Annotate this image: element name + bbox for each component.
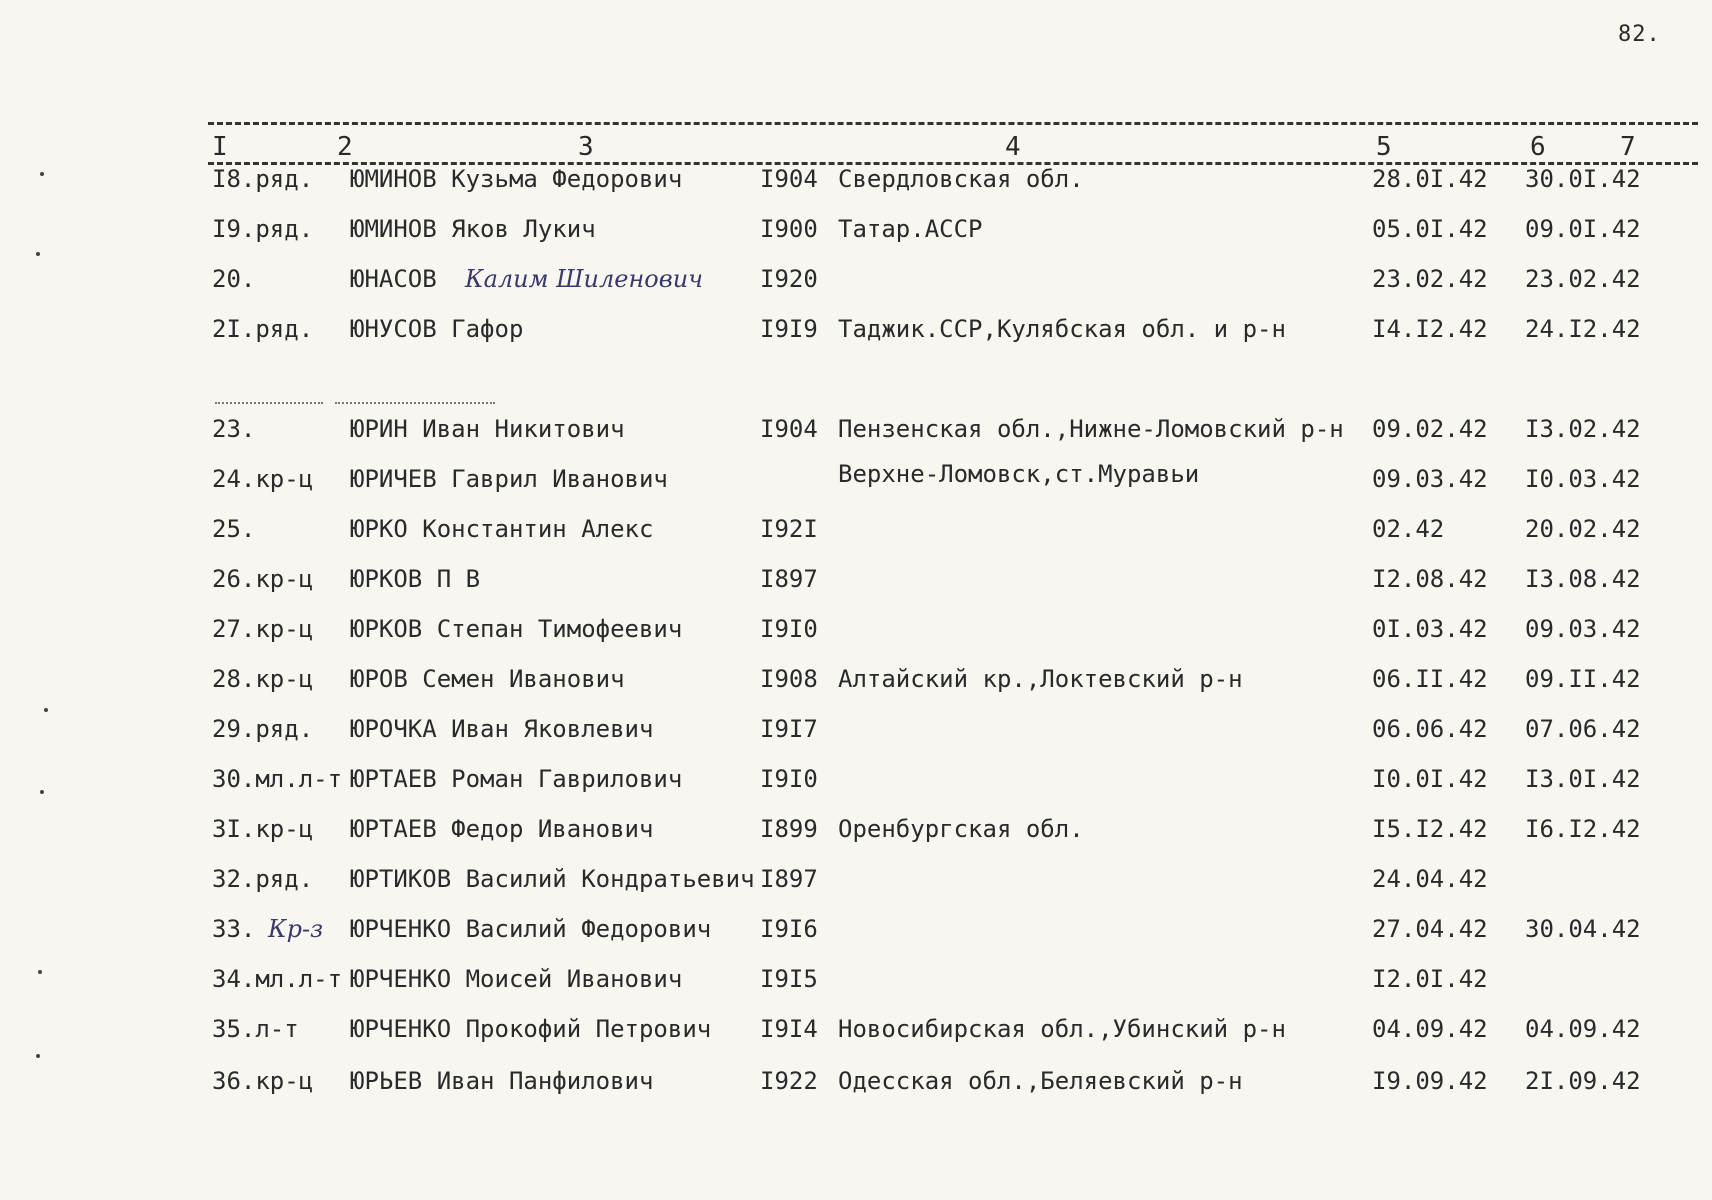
person-name: ЮРЧЕНКО Моисей Иванович bbox=[350, 965, 683, 993]
date-col6: I6.I2.42 bbox=[1525, 815, 1641, 843]
row-number: 26.кр-ц bbox=[212, 565, 314, 593]
table-row bbox=[0, 765, 1712, 799]
date-col5: 09.03.42 bbox=[1372, 465, 1488, 493]
birth-place: Свердловская обл. bbox=[838, 165, 1084, 193]
birth-year: I900 bbox=[760, 215, 818, 243]
birth-year: I897 bbox=[760, 865, 818, 893]
date-col5: 09.02.42 bbox=[1372, 415, 1488, 443]
date-col6: I3.02.42 bbox=[1525, 415, 1641, 443]
date-col6: 09.II.42 bbox=[1525, 665, 1641, 693]
birth-year: I9I0 bbox=[760, 765, 818, 793]
column-header-7: 7 bbox=[1620, 132, 1636, 162]
row-number: 24.кр-ц bbox=[212, 465, 314, 493]
date-col6: I3.08.42 bbox=[1525, 565, 1641, 593]
column-header-5: 5 bbox=[1376, 132, 1392, 162]
speck bbox=[40, 172, 44, 176]
date-col6: 30.0I.42 bbox=[1525, 165, 1641, 193]
row-number: 36.кр-ц bbox=[212, 1067, 314, 1095]
birth-year: I904 bbox=[760, 165, 818, 193]
header-dash-line-top bbox=[208, 122, 1698, 125]
column-header-4: 4 bbox=[1005, 132, 1021, 162]
table-row bbox=[0, 265, 1712, 299]
table-row bbox=[0, 915, 1712, 949]
row-number: 29.ряд. bbox=[212, 715, 314, 743]
person-name: ЮРКОВ Степан Тимофеевич bbox=[350, 615, 683, 643]
birth-year: I9I9 bbox=[760, 315, 818, 343]
date-col6: 2I.09.42 bbox=[1525, 1067, 1641, 1095]
person-name: ЮМИНОВ Кузьма Федорович bbox=[350, 165, 683, 193]
person-name: ЮНУСОВ Гафор bbox=[350, 315, 524, 343]
date-col6: 09.03.42 bbox=[1525, 615, 1641, 643]
table-row bbox=[0, 1015, 1712, 1049]
date-col5: I2.08.42 bbox=[1372, 565, 1488, 593]
birth-year: I920 bbox=[760, 265, 818, 293]
row-number: I9.ряд. bbox=[212, 215, 314, 243]
table-row bbox=[0, 815, 1712, 849]
column-header-3: 3 bbox=[578, 132, 594, 162]
table-row bbox=[0, 415, 1712, 449]
date-col6: 04.09.42 bbox=[1525, 1015, 1641, 1043]
birth-place: Таджик.ССР,Кулябская обл. и р-н bbox=[838, 315, 1286, 343]
date-col5: 02.42 bbox=[1372, 515, 1445, 543]
row-number: 25. bbox=[212, 515, 256, 543]
date-col5: 04.09.42 bbox=[1372, 1015, 1488, 1043]
date-col5: I9.09.42 bbox=[1372, 1067, 1488, 1095]
date-col5: I2.0I.42 bbox=[1372, 965, 1488, 993]
handwritten-rank: Кр-з bbox=[268, 915, 324, 943]
speck bbox=[36, 1054, 40, 1058]
speck bbox=[44, 708, 48, 712]
table-row bbox=[0, 215, 1712, 249]
person-name: ЮНАСОВ bbox=[350, 265, 437, 293]
person-name: ЮРКОВ П В bbox=[350, 565, 481, 593]
person-name: ЮМИНОВ Яков Лукич bbox=[350, 215, 596, 243]
date-col5: 05.0I.42 bbox=[1372, 215, 1488, 243]
row-number: I8.ряд. bbox=[212, 165, 314, 193]
table-row bbox=[0, 315, 1712, 349]
row-number: 34.мл.л-т bbox=[212, 965, 343, 993]
date-col6: 09.0I.42 bbox=[1525, 215, 1641, 243]
date-col6: 30.04.42 bbox=[1525, 915, 1641, 943]
row-number: 32.ряд. bbox=[212, 865, 314, 893]
date-col5: 23.02.42 bbox=[1372, 265, 1488, 293]
birth-year: I9I5 bbox=[760, 965, 818, 993]
column-header-2: 2 bbox=[337, 132, 353, 162]
table-row bbox=[0, 665, 1712, 699]
birth-place: Оренбургская обл. bbox=[838, 815, 1084, 843]
column-header-1: I bbox=[212, 132, 228, 162]
person-name: ЮРТАЕВ Роман Гаврилович bbox=[350, 765, 683, 793]
birth-year: I9I0 bbox=[760, 615, 818, 643]
row-number: 27.кр-ц bbox=[212, 615, 314, 643]
birth-year: I92I bbox=[760, 515, 818, 543]
table-row bbox=[0, 1067, 1712, 1101]
birth-place: Одесская обл.,Беляевский р-н bbox=[838, 1067, 1243, 1095]
faded-row-line bbox=[335, 402, 495, 404]
person-name: ЮРКО Константин Алекс bbox=[350, 515, 654, 543]
date-col6: I0.03.42 bbox=[1525, 465, 1641, 493]
birth-place: Пензенская обл.,Нижне-Ломовский р-н bbox=[838, 415, 1344, 443]
column-header-6: 6 bbox=[1530, 132, 1546, 162]
handwritten-name: Калим Шиленович bbox=[465, 265, 704, 293]
table-row bbox=[0, 515, 1712, 549]
table-row bbox=[0, 715, 1712, 749]
date-col5: I4.I2.42 bbox=[1372, 315, 1488, 343]
person-name: ЮРИН Иван Никитович bbox=[350, 415, 625, 443]
table-row bbox=[0, 865, 1712, 899]
row-number: 28.кр-ц bbox=[212, 665, 314, 693]
date-col5: I0.0I.42 bbox=[1372, 765, 1488, 793]
person-name: ЮРТАЕВ Федор Иванович bbox=[350, 815, 654, 843]
row-number: 3I.кр-ц bbox=[212, 815, 314, 843]
date-col5: 0I.03.42 bbox=[1372, 615, 1488, 643]
birth-year: I908 bbox=[760, 665, 818, 693]
person-name: ЮРОЧКА Иван Яковлевич bbox=[350, 715, 654, 743]
birth-year: I899 bbox=[760, 815, 818, 843]
page-number: 82. bbox=[1618, 22, 1661, 47]
person-name: ЮРТИКОВ Василий Кондратьевич bbox=[350, 865, 755, 893]
birth-year: I922 bbox=[760, 1067, 818, 1095]
date-col5: 28.0I.42 bbox=[1372, 165, 1488, 193]
row-number: 33. bbox=[212, 915, 256, 943]
person-name: ЮРЧЕНКО Прокофий Петрович bbox=[350, 1015, 712, 1043]
table-row bbox=[0, 165, 1712, 199]
date-col5: 24.04.42 bbox=[1372, 865, 1488, 893]
row-number: 30.мл.л-т bbox=[212, 765, 343, 793]
birth-place: Новосибирская обл.,Убинский р-н bbox=[838, 1015, 1286, 1043]
row-number: 2I.ряд. bbox=[212, 315, 314, 343]
date-col5: 06.II.42 bbox=[1372, 665, 1488, 693]
date-col5: I5.I2.42 bbox=[1372, 815, 1488, 843]
date-col5: 06.06.42 bbox=[1372, 715, 1488, 743]
date-col6: 20.02.42 bbox=[1525, 515, 1641, 543]
date-col6: I3.0I.42 bbox=[1525, 765, 1641, 793]
birth-place: Алтайский кр.,Локтевский р-н bbox=[838, 665, 1243, 693]
person-name: ЮРЬЕВ Иван Панфилович bbox=[350, 1067, 654, 1095]
table-row bbox=[0, 565, 1712, 599]
date-col6: 24.I2.42 bbox=[1525, 315, 1641, 343]
row-number: 20. bbox=[212, 265, 256, 293]
table-row bbox=[0, 965, 1712, 999]
date-col5: 27.04.42 bbox=[1372, 915, 1488, 943]
row-number: 35.л-т bbox=[212, 1015, 299, 1043]
date-col6: 23.02.42 bbox=[1525, 265, 1641, 293]
birth-place: Татар.АССР bbox=[838, 215, 983, 243]
birth-year: I9I4 bbox=[760, 1015, 818, 1043]
table-row bbox=[0, 615, 1712, 649]
birth-year: I897 bbox=[760, 565, 818, 593]
speck bbox=[36, 252, 40, 256]
faded-row-line bbox=[215, 402, 323, 404]
person-name: ЮРЧЕНКО Василий Федорович bbox=[350, 915, 712, 943]
date-col6: 07.06.42 bbox=[1525, 715, 1641, 743]
person-name: ЮРИЧЕВ Гаврил Иванович bbox=[350, 465, 668, 493]
birth-year: I904 bbox=[760, 415, 818, 443]
speck bbox=[38, 970, 42, 974]
row-number: 23. bbox=[212, 415, 256, 443]
birth-year: I9I6 bbox=[760, 915, 818, 943]
birth-year: I9I7 bbox=[760, 715, 818, 743]
speck bbox=[40, 790, 44, 794]
person-name: ЮРОВ Семен Иванович bbox=[350, 665, 625, 693]
row23-place-continuation: Верхне-Ломовск,ст.Муравьи bbox=[838, 460, 1200, 488]
